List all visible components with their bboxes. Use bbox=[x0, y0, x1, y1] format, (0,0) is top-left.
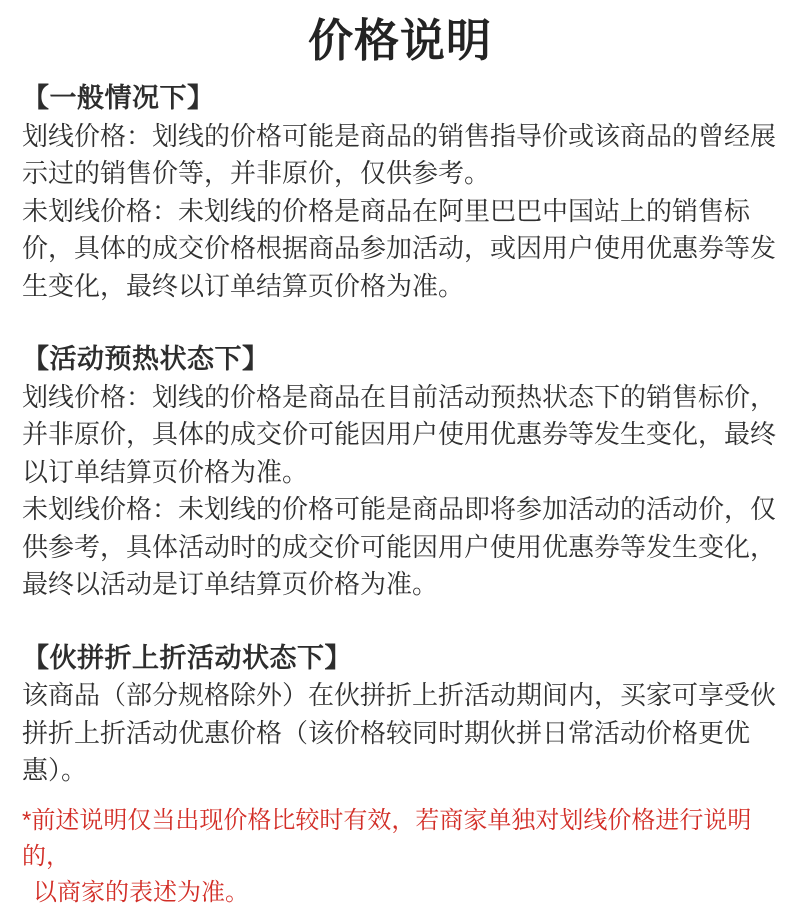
footnote-line-2: 以商家的表述为准。 bbox=[33, 878, 249, 906]
section-general bbox=[22, 80, 778, 305]
section-activity-preheat-heading: 【活动预热状态下】 bbox=[22, 344, 270, 374]
section-huopin-discount-heading: 【伙拼折上折活动状态下】 bbox=[22, 642, 352, 673]
section-activity-preheat-paragraph-strikethrough-price: 划线价格：划线的价格是商品在目前活动预热状态下的销售标价，并非原价，具体的成交价可能因用户使用优惠券等发生变化，最终以订单结算页价格为准。 bbox=[22, 381, 777, 487]
page-title: 价格说明 bbox=[307, 15, 492, 66]
section-activity-preheat-paragraph-unstruck-price: 未划线价格：未划线的价格可能是商品即将参加活动的活动价，仅供参考，具体活动时的成交价可能因用户使用优惠券等发生变化，最终以活动是订单结算页价格为准。 bbox=[22, 494, 777, 599]
section-huopin-discount-paragraph: 该商品（部分规格除外）在伙拼折上折活动期间内，买家可享受伙拼折上折活动优惠价格（该价格较同时期伙拼日常活动价格更优惠）。 bbox=[22, 680, 777, 785]
section-general-paragraph-strikethrough-price: 划线价格：划线的价格可能是商品的销售指导价或该商品的曾经展示过的销售价等，并非原价，仅供参考。 bbox=[22, 120, 777, 188]
section-activity-preheat bbox=[22, 341, 778, 604]
section-general-paragraph-unstruck-price: 未划线价格：未划线的价格是商品在阿里巴巴中国站上的销售标价，具体的成交价格根据商品参加活动，或因用户使用优惠券等发生变化，最终以订单结算页价格为准。 bbox=[22, 195, 777, 301]
footnote-line-1: *前述说明仅当出现价格比较时有效，若商家单独对划线价格进行说明的， bbox=[22, 806, 752, 870]
red-disclaimer-footnote bbox=[22, 803, 778, 911]
section-general-heading: 【一般情况下】 bbox=[22, 83, 215, 113]
section-huopin-discount bbox=[22, 640, 778, 790]
